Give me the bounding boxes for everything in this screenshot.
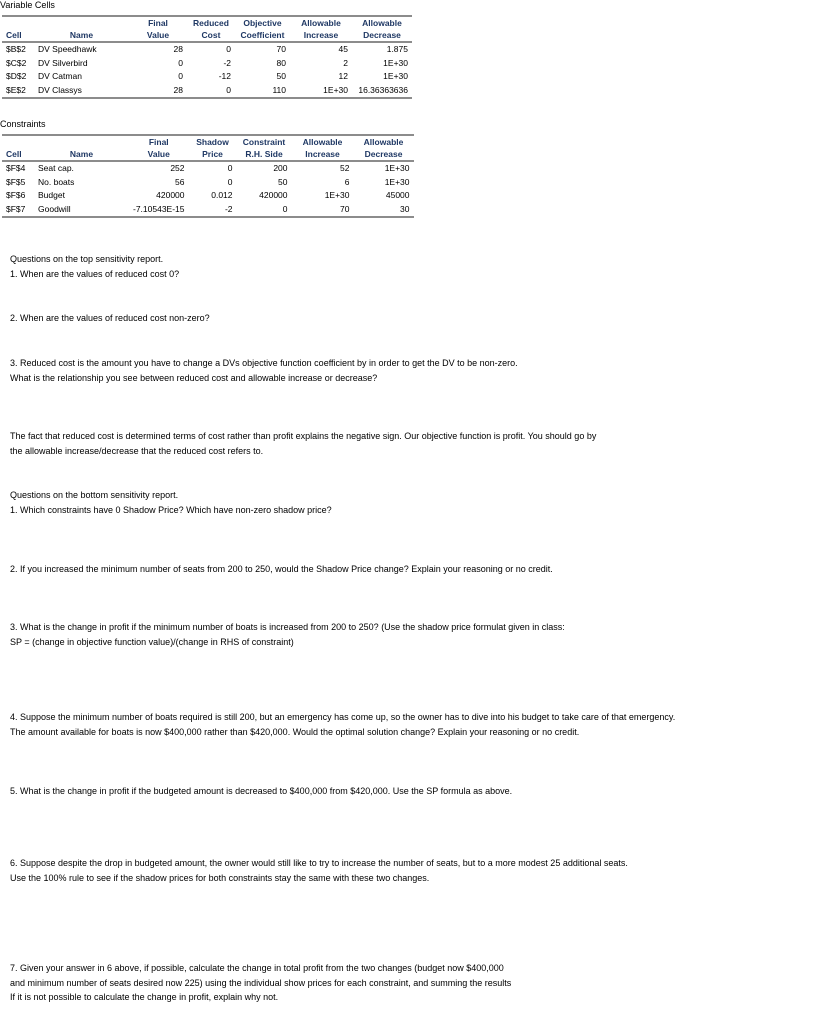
final-header-2: Value xyxy=(129,148,189,161)
cell-header: Cell xyxy=(2,29,34,42)
cell-name: Budget xyxy=(38,190,65,200)
cell-ref: $D$2 xyxy=(6,71,27,81)
constraint-rhs: 420000 xyxy=(259,190,288,200)
question-1: 1. When are the values of reduced cost 0? xyxy=(10,268,180,279)
cell-name: DV Silverbird xyxy=(38,57,88,68)
cell-name: DV Catman xyxy=(38,71,82,81)
bottom-questions-heading: Questions on the bottom sensitivity report. xyxy=(10,490,179,500)
objective-coefficient: 70 xyxy=(276,44,286,54)
name-header: Name xyxy=(34,148,129,161)
cell-ref: $F$5 xyxy=(6,176,26,187)
constraint-header-2: R.H. Side xyxy=(237,148,292,161)
objective-header-2: Coefficient xyxy=(235,29,290,42)
allow-dec-header-1: Allowable xyxy=(352,16,412,29)
cell-ref: $F$6 xyxy=(6,190,26,200)
shadow-price: 0.012 xyxy=(211,190,233,200)
final-value: 56 xyxy=(175,176,185,187)
bottom-question-5: 5. What is the change in profit if the budgeted amount is decreased to $400,000 from $420,000. Use the SP formula as above. xyxy=(10,786,513,796)
bottom-question-7-line-2: and minimum number of seats desired now 225) using the individual show prices for each constraint, and summing the results xyxy=(10,977,512,988)
reduced-cost: -12 xyxy=(218,71,231,81)
shadow-price: 0 xyxy=(227,163,233,173)
final-value: 0 xyxy=(178,57,183,68)
variable-cells-table xyxy=(2,15,412,99)
bottom-question-2: 2. If you increased the minimum number of seats from 200 to 250, would the Shadow Price change? Explain your reasoning or no credit. xyxy=(10,564,553,574)
allowable-decrease: 30 xyxy=(354,203,414,218)
allowable-increase: 12 xyxy=(338,71,348,81)
reduced-header-1: Reduced xyxy=(187,16,235,29)
cell-ref: $F$4 xyxy=(6,163,26,173)
table-row xyxy=(2,42,412,57)
final-header-1: Final xyxy=(129,16,187,29)
allowable-increase: 70 xyxy=(292,203,354,218)
final-value: 28 xyxy=(129,84,187,99)
allow-dec-header-2: Decrease xyxy=(354,148,414,161)
constraints-table xyxy=(2,134,414,218)
reduced-cost: -2 xyxy=(223,57,231,68)
variable-cells-title: Variable Cells xyxy=(0,0,55,10)
allowable-increase: 1E+30 xyxy=(324,190,350,200)
bottom-question-7-line-3: If it is not possible to calculate the change in profit, explain why not. xyxy=(10,992,279,1002)
objective-coefficient: 80 xyxy=(276,57,286,68)
reduced-cost: 0 xyxy=(226,44,231,54)
bottom-question-4-line-1: 4. Suppose the minimum number of boats required is still 200, but an emergency has come up, so the owner has to dive into his budget to take care of that emergency. xyxy=(10,712,676,722)
bottom-question-6-block xyxy=(10,856,790,885)
allowable-increase: 2 xyxy=(343,57,348,68)
table-row xyxy=(2,161,414,176)
final-value: 252 xyxy=(170,163,185,173)
bottom-question-3-line-1: 3. What is the change in profit if the minimum number of boats is increased from 200 to 250? (Use the shadow price formulat given in class: xyxy=(10,622,565,632)
objective-coefficient: 50 xyxy=(276,71,286,81)
allowable-increase: 52 xyxy=(340,163,350,173)
allowable-decrease: 45000 xyxy=(385,190,410,200)
cell-name: DV Speedhawk xyxy=(38,44,97,54)
shadow-price: 0 xyxy=(227,176,233,187)
name-header: Name xyxy=(34,29,129,42)
allowable-increase: 1E+30 xyxy=(290,84,352,99)
question-3-line-1: 3. Reduced cost is the amount you have to change a DVs objective function coefficient by in order to get the DV to be non-zero. xyxy=(10,358,518,368)
final-header-1: Final xyxy=(129,135,189,148)
allowable-decrease: 1.875 xyxy=(386,44,408,54)
question-2: 2. When are the values of reduced cost non-zero? xyxy=(10,313,210,323)
allow-inc-header-1: Allowable xyxy=(292,135,354,148)
cell-name: Seat cap. xyxy=(38,163,74,173)
reduced-cost-note xyxy=(10,429,790,458)
shadow-price: -2 xyxy=(189,203,237,218)
allow-dec-header-2: Decrease xyxy=(352,29,412,42)
final-value: -7.10543E-15 xyxy=(129,203,189,218)
allow-inc-header-2: Increase xyxy=(290,29,352,42)
objective-coefficient: 110 xyxy=(235,84,290,99)
table-row xyxy=(2,70,412,84)
shadow-header-2: Price xyxy=(189,148,237,161)
final-value: 420000 xyxy=(156,190,185,200)
allowable-decrease: 1E+30 xyxy=(383,57,408,68)
question-3-line-2: What is the relationship you see between reduced cost and allowable increase or decrease? xyxy=(10,372,378,383)
bottom-question-6-line-2: Use the 100% rule to see if the shadow prices for both constraints stay the same with these two changes. xyxy=(10,872,430,883)
top-questions-block xyxy=(10,252,790,281)
allowable-decrease: 1E+30 xyxy=(384,176,410,187)
bottom-question-7-block xyxy=(10,961,790,1005)
cell-name: No. boats xyxy=(38,176,75,187)
cell-header: Cell xyxy=(2,148,34,161)
table-row xyxy=(2,84,412,99)
allowable-decrease: 16.36363636 xyxy=(352,84,412,99)
note-line-1: The fact that reduced cost is determined terms of cost rather than profit explains the negative sign. Our objective function is profit. You should go by xyxy=(10,431,597,441)
constraint-rhs: 200 xyxy=(273,163,288,173)
final-header-2: Value xyxy=(129,29,187,42)
allowable-decrease: 1E+30 xyxy=(383,71,408,81)
constraint-rhs: 0 xyxy=(237,203,292,218)
allowable-decrease: 1E+30 xyxy=(384,163,410,173)
cell-ref: $C$2 xyxy=(6,57,27,68)
cell-ref: $F$7 xyxy=(2,203,34,218)
top-questions-heading: Questions on the top sensitivity report. xyxy=(10,254,164,264)
cell-name: Goodwill xyxy=(34,203,129,218)
bottom-question-3-block xyxy=(10,620,790,649)
bottom-question-7-line-1: 7. Given your answer in 6 above, if possible, calculate the change in total profit from the two changes (budget now $400,000 xyxy=(10,963,504,973)
bottom-question-4-block xyxy=(10,710,790,739)
shadow-header-1: Shadow xyxy=(189,135,237,148)
bottom-questions-block xyxy=(10,488,790,517)
table-row xyxy=(2,203,414,218)
reduced-header-2: Cost xyxy=(187,29,235,42)
allow-dec-header-1: Allowable xyxy=(354,135,414,148)
allowable-increase: 45 xyxy=(338,44,348,54)
final-value: 28 xyxy=(173,44,183,54)
bottom-question-1: 1. Which constraints have 0 Shadow Price? Which have non-zero shadow price? xyxy=(10,504,332,515)
allow-inc-header-1: Allowable xyxy=(290,16,352,29)
constraint-rhs: 50 xyxy=(278,176,288,187)
table-row xyxy=(2,57,412,71)
objective-header-1: Objective xyxy=(235,16,290,29)
final-value: 0 xyxy=(178,71,183,81)
bottom-question-6-line-1: 6. Suppose despite the drop in budgeted amount, the owner would still like to try to increase the number of seats, but to a more modest 25 additional seats. xyxy=(10,858,628,868)
bottom-question-4-line-2: The amount available for boats is now $400,000 rather than $420,000. Would the optimal solution change? Explain your reasoning or no credit. xyxy=(10,726,580,737)
allow-inc-header-2: Increase xyxy=(292,148,354,161)
allowable-increase: 6 xyxy=(344,176,350,187)
question-3-block xyxy=(10,356,790,385)
reduced-cost: 0 xyxy=(187,84,235,99)
bottom-question-3-line-2: SP = (change in objective function value)/(change in RHS of constraint) xyxy=(10,636,294,647)
constraint-header-1: Constraint xyxy=(237,135,292,148)
cell-ref: $B$2 xyxy=(6,44,26,54)
cell-name: DV Classys xyxy=(34,84,129,99)
note-line-2: the allowable increase/decrease that the reduced cost refers to. xyxy=(10,445,264,456)
table-row xyxy=(2,176,414,190)
constraints-title: Constraints xyxy=(0,119,46,129)
table-row xyxy=(2,189,414,203)
cell-ref: $E$2 xyxy=(2,84,34,99)
